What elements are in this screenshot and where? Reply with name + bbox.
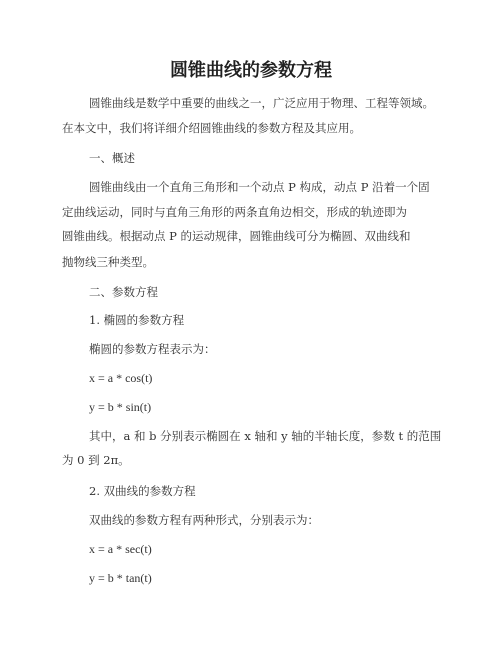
overview-line-3: 圆锥曲线。根据动点 P 的运动规律，圆锥曲线可分为椭圆、双曲线和 [62,229,411,243]
hyperbola-heading: 2. 双曲线的参数方程 [89,484,196,498]
page-title: 圆锥曲线的参数方程 [170,60,332,81]
overview-line-1: 圆锥曲线由一个直角三角形和一个动点 P 构成，动点 P 沿着一个固 [89,180,430,194]
intro-line-2: 在本文中，我们将详细介绍圆锥曲线的参数方程及其应用。 [62,121,361,135]
ellipse-equation-y: y = b * sin(t) [89,400,152,414]
overview-line-4: 抛物线三种类型。 [62,255,154,269]
hyperbola-equation-x: x = a * sec(t) [89,542,152,556]
section-heading-parametric: 二、参数方程 [89,285,158,299]
intro-line-1: 圆锥曲线是数学中重要的曲线之一，广泛应用于物理、工程等领域。 [89,96,434,110]
ellipse-equation-x: x = a * cos(t) [89,371,153,385]
ellipse-note-line-2: 为 0 到 2π。 [62,453,130,467]
section-heading-overview: 一、概述 [89,151,135,165]
hyperbola-equation-y: y = b * tan(t) [89,571,152,585]
overview-line-2: 定曲线运动，同时与直角三角形的两条直角边相交，形成的轨迹即为 [62,205,407,219]
ellipse-intro: 椭圆的参数方程表示为： [89,342,216,356]
hyperbola-intro: 双曲线的参数方程有两种形式，分别表示为： [89,513,319,527]
ellipse-note-line-1: 其中，a 和 b 分别表示椭圆在 x 轴和 y 轴的半轴长度，参数 t 的范围 [89,429,442,443]
ellipse-heading: 1. 椭圆的参数方程 [89,313,185,327]
